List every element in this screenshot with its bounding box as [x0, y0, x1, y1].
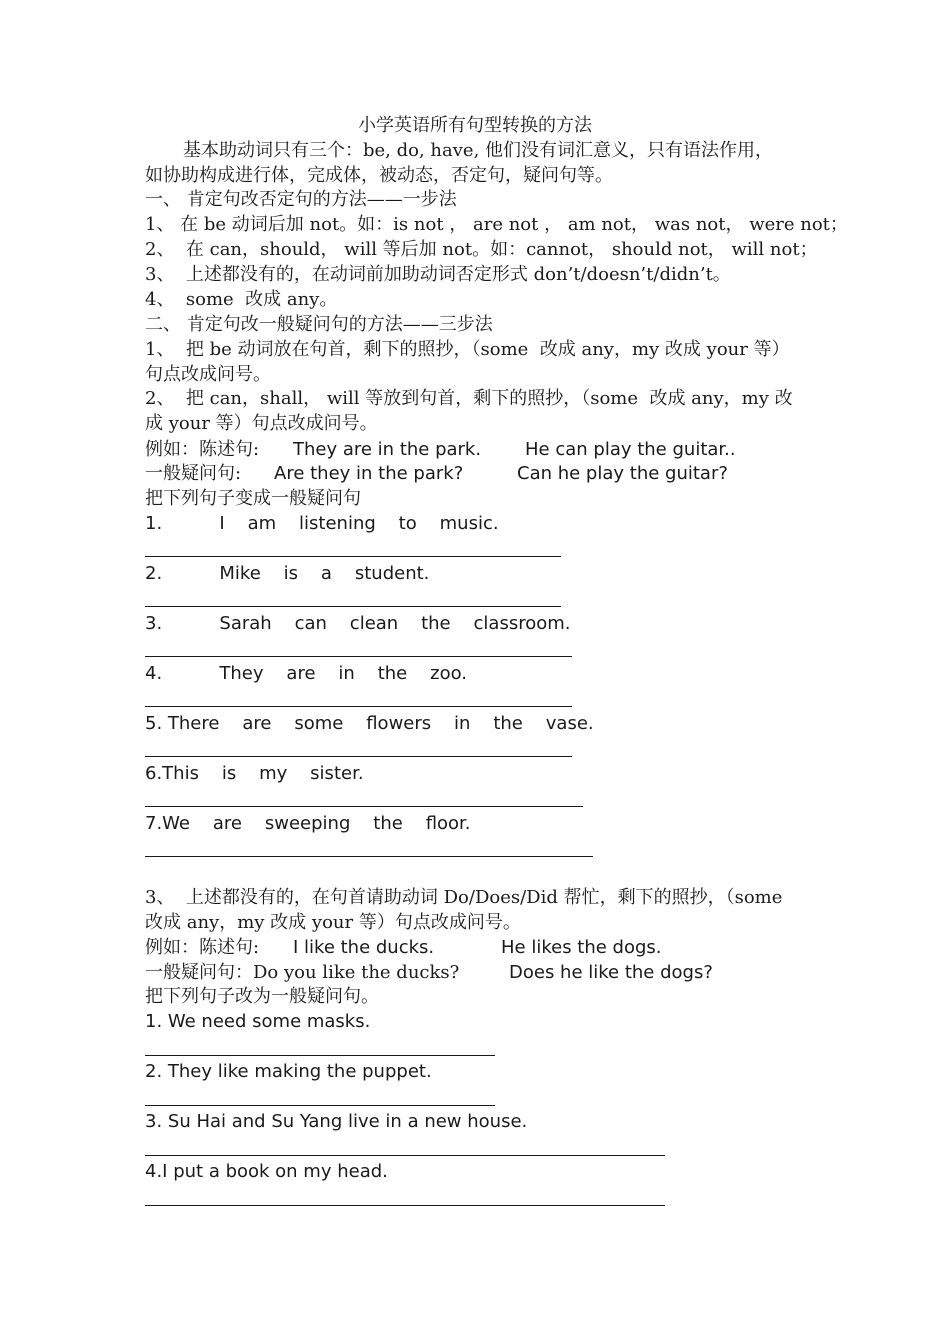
example-statement-label: 例如：陈述句:: [145, 439, 260, 460]
example2-statement-1: I like the ducks.: [293, 937, 435, 958]
section1-rule-2: 2、 在 can，should， will 等后加 not。如：cannot， should not， will not；: [145, 239, 818, 260]
exercise-item: 5. There are some flowers in the vase.: [145, 713, 594, 734]
example2-question-label: 一般疑问句：Do you like the ducks?: [145, 962, 460, 983]
example-question-2: Can he play the guitar?: [517, 463, 728, 484]
example-question-1: Are they in the park?: [274, 463, 464, 484]
exercise-item: 1. I am listening to music.: [145, 513, 499, 534]
exercise-item: 4. They are in the zoo.: [145, 663, 468, 684]
section1-heading: 一、 肯定句改否定句的方法——一步法: [145, 189, 457, 210]
example2-statement-2: He likes the dogs.: [501, 937, 662, 958]
answer-line[interactable]: [145, 1155, 665, 1156]
section2-rule-2a: 2、 把 can，shall， will 等放到句首，剩下的照抄，（some 改成 any，my 改: [145, 388, 793, 409]
section1-rule-3: 3、 上述都没有的，在动词前加助动词否定形式 don’t/doesn’t/didn’t。: [145, 264, 731, 285]
answer-line[interactable]: [145, 1105, 495, 1106]
exercise-instruction-1: 把下列句子变成一般疑问句: [145, 488, 361, 509]
exercise-item: 1. We need some masks.: [145, 1011, 371, 1032]
exercise-item: 6.This is my sister.: [145, 763, 364, 784]
intro-line-2: 如协助构成进行体，完成体，被动态，否定句，疑问句等。: [145, 165, 613, 186]
page-title: 小学英语所有句型转换的方法: [358, 115, 592, 136]
intro-line-1: 基本助动词只有三个：be, do, have, 他们没有词汇意义，只有语法作用，: [183, 140, 774, 161]
section1-rule-1: 1、 在 be 动词后加 not。如：is not ， are not ， am not， was not， were not；: [145, 214, 848, 235]
answer-line[interactable]: [145, 856, 593, 857]
section2-rule-1b: 句点改成问号。: [145, 364, 271, 385]
answer-line[interactable]: [145, 806, 583, 807]
exercise-item: 2. Mike is a student.: [145, 563, 430, 584]
section3-rule-3a: 3、 上述都没有的，在句首请助动词 Do/Does/Did 帮忙，剩下的照抄，（some: [145, 887, 783, 908]
section3-rule-3b: 改成 any，my 改成 your 等）句点改成问号。: [145, 912, 521, 933]
exercise-item: 3. Sarah can clean the classroom.: [145, 613, 571, 634]
exercise-item: 7.We are sweeping the floor.: [145, 813, 471, 834]
answer-line[interactable]: [145, 756, 572, 757]
exercise-item: 4.I put a book on my head.: [145, 1161, 388, 1182]
exercise-item: 3. Su Hai and Su Yang live in a new house.: [145, 1111, 528, 1132]
answer-line[interactable]: [145, 556, 561, 557]
example2-question-2: Does he like the dogs?: [509, 962, 713, 983]
example-question-label: 一般疑问句:: [145, 463, 242, 484]
section2-heading: 二、 肯定句改一般疑问句的方法——三步法: [145, 314, 493, 335]
answer-line[interactable]: [145, 606, 561, 607]
answer-line[interactable]: [145, 656, 572, 657]
exercise-item: 2. They like making the puppet.: [145, 1061, 432, 1082]
answer-line[interactable]: [145, 1205, 665, 1206]
section2-rule-1a: 1、 把 be 动词放在句首，剩下的照抄，（some 改成 any，my 改成 your 等）: [145, 339, 790, 360]
answer-line[interactable]: [145, 706, 572, 707]
section1-rule-4: 4、 some 改成 any。: [145, 289, 338, 310]
example-statement-1: They are in the park.: [293, 439, 482, 460]
example2-statement-label: 例如：陈述句:: [145, 937, 260, 958]
exercise-instruction-2: 把下列句子改为一般疑问句。: [145, 986, 379, 1007]
example-statement-2: He can play the guitar..: [525, 439, 736, 460]
answer-line[interactable]: [145, 1055, 495, 1056]
section2-rule-2b: 成 your 等）句点改成问号。: [145, 413, 378, 434]
